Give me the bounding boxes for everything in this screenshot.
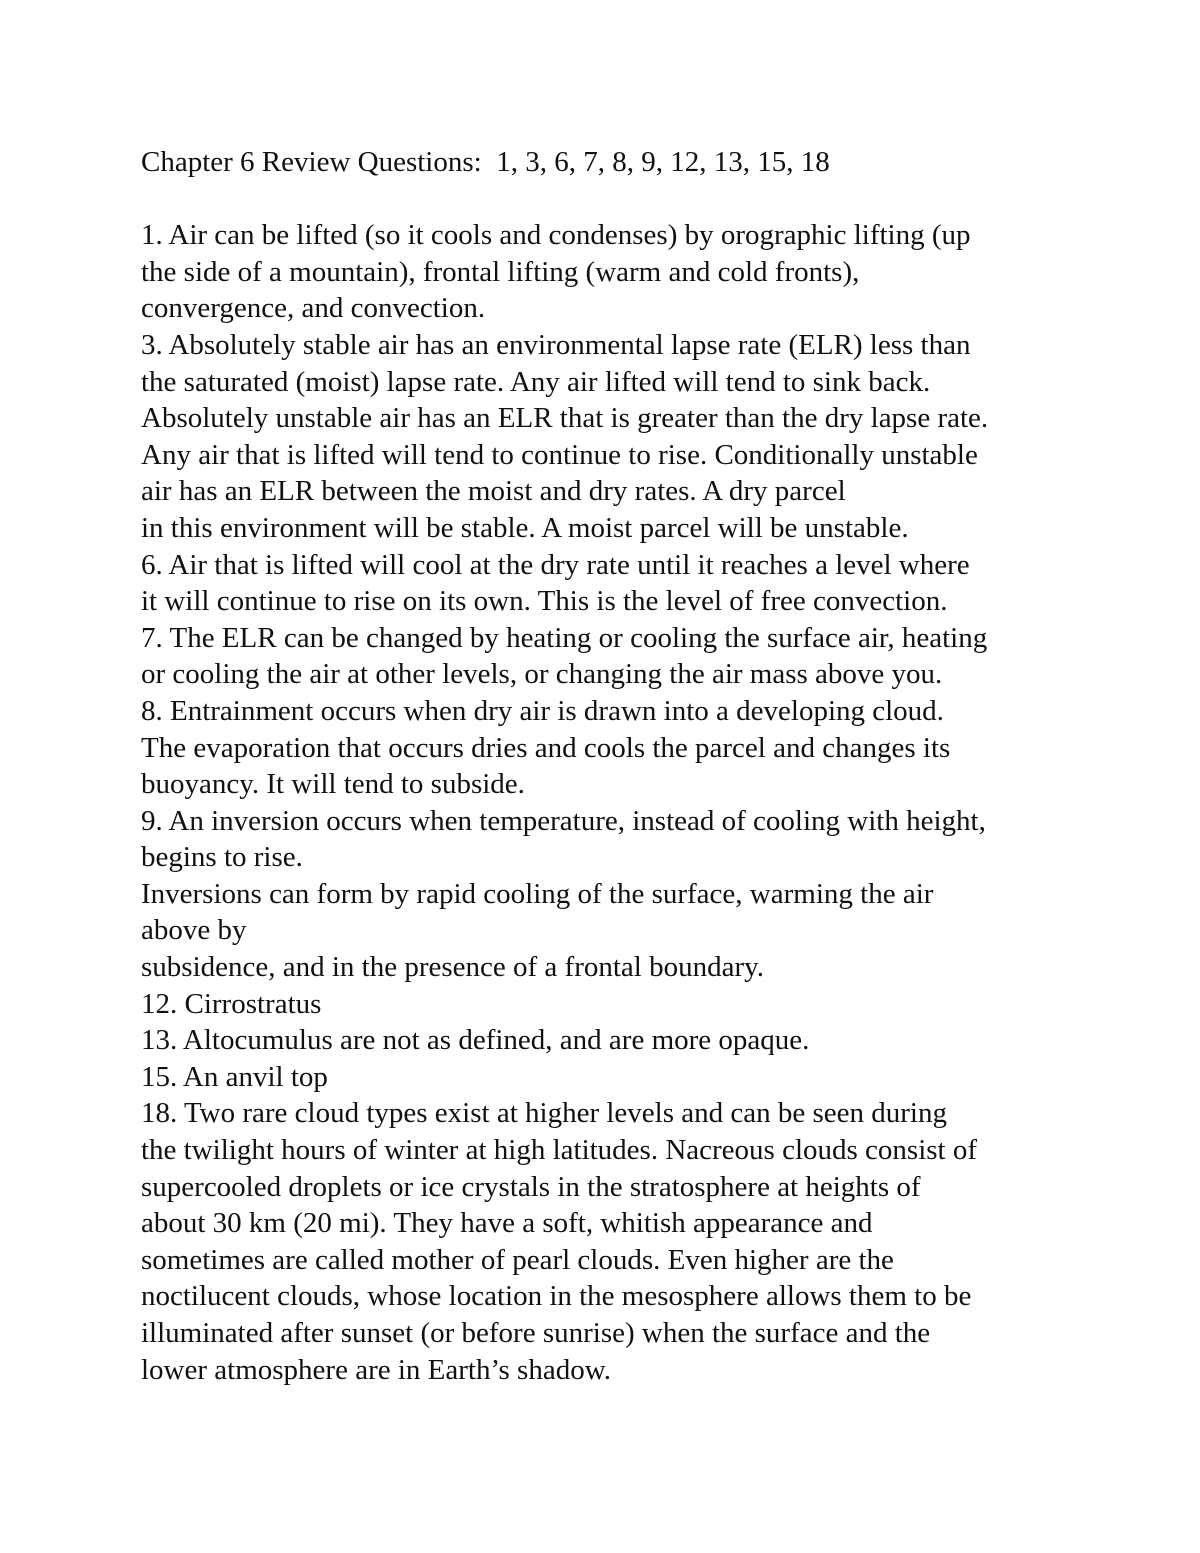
answer-8-line-2: The evaporation that occurs dries and cools the parcel and changes its bbox=[141, 731, 951, 764]
answer-9-line-5: subsidence, and in the presence of a frontal boundary. bbox=[141, 951, 765, 984]
document-heading: Chapter 6 Review Questions: 1, 3, 6, 7, 8, 9, 12, 13, 15, 18 bbox=[141, 146, 830, 178]
answer-12: 12. Cirrostratus bbox=[141, 987, 322, 1020]
answer-9-line-2: begins to rise. bbox=[141, 841, 303, 874]
answer-3-line-5: air has an ELR between the moist and dry rates. A dry parcel bbox=[141, 475, 846, 508]
answer-1-line-2: the side of a mountain), frontal lifting (warm and cold fronts), bbox=[141, 255, 860, 288]
answer-18-line-7: illuminated after sunset (or before sunrise) when the surface and the bbox=[141, 1317, 931, 1349]
answer-18-line-2: the twilight hours of winter at high latitudes. Nacreous clouds consist of bbox=[141, 1134, 978, 1167]
answer-8-line-3: buoyancy. It will tend to subside. bbox=[141, 768, 525, 801]
answer-9-line-1: 9. An inversion occurs when temperature, instead of cooling with height, bbox=[141, 804, 986, 837]
answer-3-line-4: Any air that is lifted will tend to continue to rise. Conditionally unstable bbox=[141, 438, 978, 471]
answer-3-line-1: 3. Absolutely stable air has an environmental lapse rate (ELR) less than bbox=[141, 328, 971, 361]
answer-18-line-8: lower atmosphere are in Earth’s shadow. bbox=[141, 1353, 612, 1386]
answer-1-line-1: 1. Air can be lifted (so it cools and condenses) by orographic lifting (up bbox=[141, 219, 971, 252]
answer-18-line-3: supercooled droplets or ice crystals in the stratosphere at heights of bbox=[141, 1170, 921, 1203]
answer-6-line-1: 6. Air that is lifted will cool at the dry rate until it reaches a level where bbox=[141, 548, 970, 581]
answer-7-line-2: or cooling the air at other levels, or changing the air mass above you. bbox=[141, 658, 943, 691]
answer-13: 13. Altocumulus are not as defined, and are more opaque. bbox=[141, 1024, 810, 1057]
answer-7-line-1: 7. The ELR can be changed by heating or cooling the surface air, heating bbox=[141, 621, 988, 654]
answer-6-line-2: it will continue to rise on its own. This is the level of free convection. bbox=[141, 585, 948, 618]
answer-8-line-1: 8. Entrainment occurs when dry air is drawn into a developing cloud. bbox=[141, 694, 944, 727]
answer-15: 15. An anvil top bbox=[141, 1060, 328, 1093]
blank-line bbox=[141, 181, 1071, 218]
answer-3-line-2: the saturated (moist) lapse rate. Any air lifted will tend to sink back. bbox=[141, 365, 931, 398]
answer-9-line-4: above by bbox=[141, 914, 247, 947]
answer-18-line-1: 18. Two rare cloud types exist at higher levels and can be seen during bbox=[141, 1097, 947, 1130]
document-text bbox=[141, 144, 1071, 1388]
answer-3-line-3: Absolutely unstable air has an ELR that is greater than the dry lapse rate. bbox=[141, 402, 989, 435]
answer-1-line-3: convergence, and convection. bbox=[141, 292, 486, 325]
answer-18-line-4: about 30 km (20 mi). They have a soft, whitish appearance and bbox=[141, 1207, 873, 1240]
answer-18-line-5: sometimes are called mother of pearl clouds. Even higher are the bbox=[141, 1243, 894, 1276]
answer-18-line-6: noctilucent clouds, whose location in the mesosphere allows them to be bbox=[141, 1280, 972, 1313]
answer-9-line-3: Inversions can form by rapid cooling of the surface, warming the air bbox=[141, 877, 934, 910]
answer-3-line-6: in this environment will be stable. A moist parcel will be unstable. bbox=[141, 511, 909, 544]
